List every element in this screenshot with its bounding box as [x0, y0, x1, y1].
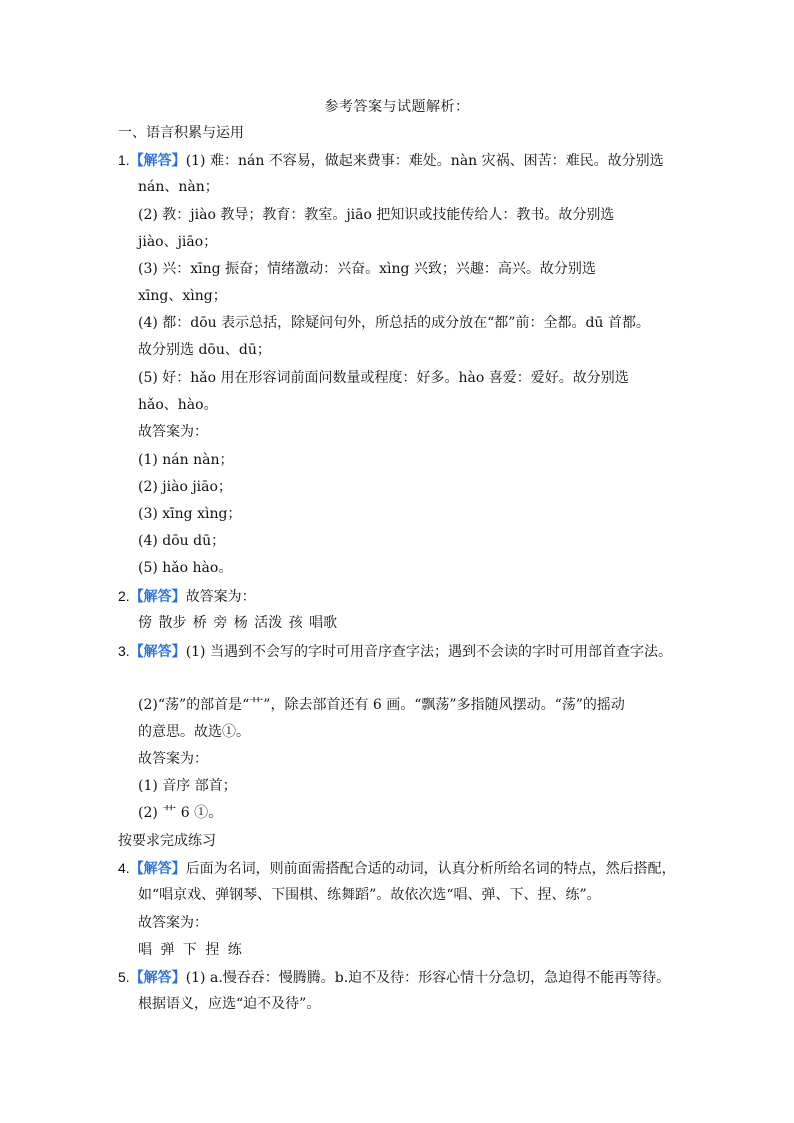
- q5-answer-tag: 【解答】: [129, 970, 186, 986]
- q4-answer-tag: 【解答】: [129, 861, 186, 877]
- q1-line-7: (4) 都：dōu 表示总括，除疑问句外，所总括的成分放在“都”前：全都。dū 首都。: [138, 315, 650, 331]
- q5-line-1: [118, 968, 670, 987]
- q4-answer-label: 故答案为：: [138, 915, 208, 931]
- q2-answer-tag: 【解答】: [129, 589, 186, 605]
- q2-answer: 傍 散步 桥 旁 杨 活泼 孩 唱歌: [138, 615, 338, 631]
- section-heading-1: 一、语言积累与运用: [118, 125, 244, 141]
- q4-number: 4.: [118, 860, 130, 876]
- q1-text: (1) 难：nán 不容易，做起来费事：难处。nàn 灾祸、困苦：难民。故分别选: [185, 153, 664, 169]
- q1-answer-5: (5) hǎo hào。: [138, 560, 233, 576]
- q4-text: 后面为名词，则前面需搭配合适的动词，认真分析所给名词的特点，然后搭配，: [185, 861, 676, 877]
- q5-text: (1) a.慢吞吞：慢腾腾。b.迫不及待：形容心情十分急切，急迫得不能再等待。: [185, 970, 671, 986]
- q1-line-4: jiào、jiāo；: [138, 234, 218, 250]
- q2-text: 故答案为：: [185, 589, 256, 605]
- q5-number: 5.: [118, 969, 130, 985]
- q1-line-5: (3) 兴：xīng 振奋；情绪激动：兴奋。xìng 兴致；兴趣：高兴。故分别选: [138, 261, 596, 277]
- q1-line-10: hǎo、hào。: [138, 397, 218, 413]
- q3-answer-label: 故答案为：: [138, 751, 208, 767]
- q3-number: 3.: [118, 643, 130, 659]
- q3-answer-1: (1) 音序 部首；: [138, 778, 237, 794]
- q3-text: (1) 当遇到不会写的字时可用音序查字法；遇到不会读的字时可用部首查字法。: [185, 644, 672, 660]
- q3-line-2: (2)“荡”的部首是“艹”，除去部首还有 6 画。“飘荡”多指随风摆动。“荡”的摇动: [138, 697, 625, 713]
- q1-line-2: nán、nàn；: [138, 179, 219, 195]
- q1-number: 1.: [118, 152, 130, 168]
- q1-answer-1: (1) nán nàn；: [138, 452, 234, 468]
- q4-answer: 唱 弹 下 捏 练: [138, 942, 242, 958]
- q2-line-1: [118, 587, 256, 606]
- q3-answer-2: (2) 艹 6 ①。: [138, 805, 223, 821]
- q4-line-2: 如“唱京戏、弹钢琴、下围棋、练舞蹈”。故依次选“唱、弹、下、捏、练”。: [138, 887, 601, 903]
- q1-line-3: (2) 教：jiào 教导；教育：教室。jiāo 把知识或技能传给人：教书。故分别选: [138, 207, 615, 223]
- q1-line-6: xīng、xìng；: [138, 288, 227, 304]
- q1-answer-3: (3) xīng xìng；: [138, 506, 242, 522]
- q1-line-8: 故分别选 dōu、dū；: [138, 342, 271, 358]
- q3-line-3: 的意思。故选①。: [138, 724, 250, 740]
- q1-answer-tag: 【解答】: [129, 153, 186, 169]
- q1-line-9: (5) 好：hǎo 用在形容词前面问数量或程度：好多。hào 喜爱：爱好。故分别选: [138, 370, 629, 386]
- q5-line-2: 根据语义，应选“迫不及待”。: [138, 996, 321, 1012]
- q4-line-1: [118, 859, 676, 878]
- q1-answer-label: 故答案为：: [138, 424, 208, 440]
- q1-answer-4: (4) dōu dū；: [138, 533, 226, 549]
- q1-line-1: [118, 151, 664, 170]
- q1-answer-2: (2) jiào jiāo；: [138, 479, 232, 495]
- q3-line-1: [118, 642, 672, 661]
- section-heading-2: 按要求完成练习: [118, 833, 216, 849]
- page-title: 参考答案与试题解析：: [324, 99, 470, 115]
- q3-answer-tag: 【解答】: [129, 644, 186, 660]
- q2-number: 2.: [118, 588, 130, 604]
